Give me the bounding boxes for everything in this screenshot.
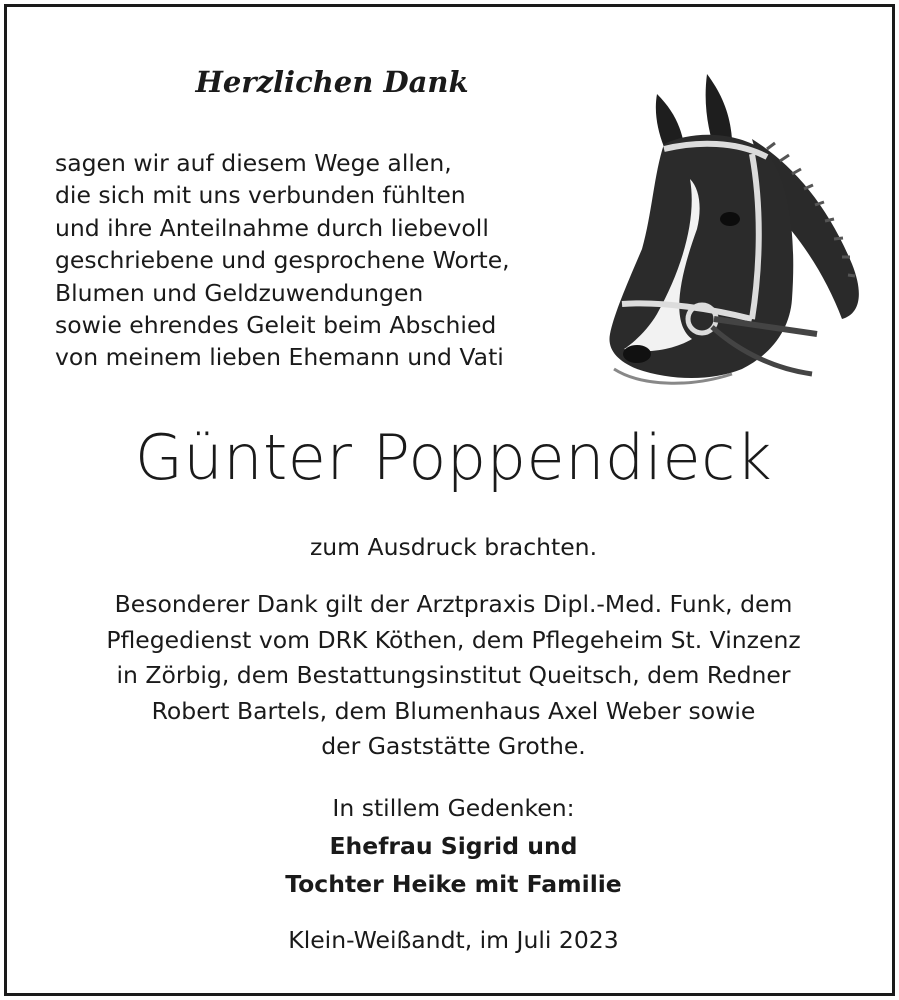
thanks-line: Robert Bartels, dem Blumenhaus Axel Weber sowie	[151, 696, 756, 725]
intro-line: von meinem lieben Ehemann und Vati	[55, 343, 504, 372]
thanks-line: in Zörbig, dem Bestattungsinstitut Queitsch, dem Redner	[116, 661, 791, 689]
intro-line: und ihre Anteilnahme durch liebevoll	[55, 213, 489, 242]
deceased-name: Günter Poppendieck	[134, 421, 773, 494]
heading: Herzlichen Dank	[195, 65, 469, 99]
intro-line: Blumen und Geldzuwendungen	[55, 278, 424, 307]
intro-line: sowie ehrendes Geleit beim Abschied	[55, 311, 497, 340]
obituary-frame	[4, 4, 895, 996]
intro-text	[55, 147, 615, 374]
memory-intro: In stillem Gedenken:	[332, 794, 575, 822]
intro-line: geschriebene und gesprochene Worte,	[55, 246, 510, 275]
memory-block	[7, 789, 899, 903]
horse-head-icon	[602, 69, 867, 404]
place-date: Klein-Weißandt, im Juli 2023	[288, 926, 619, 954]
expression-line: zum Ausdruck brachten.	[309, 533, 598, 561]
signer-line: Tochter Heike mit Familie	[285, 870, 622, 898]
thanks-line: Besonderer Dank gilt der Arztpraxis Dipl.-Med. Funk, dem	[114, 590, 793, 618]
thanks-line: der Gaststätte Grothe.	[321, 732, 586, 760]
special-thanks	[7, 587, 899, 765]
intro-line: sagen wir auf diesem Wege allen,	[55, 149, 452, 177]
thanks-line: Pflegedienst vom DRK Köthen, dem Pflegeheim St. Vinzenz	[106, 625, 801, 654]
intro-line: die sich mit uns verbunden fühlten	[55, 181, 466, 210]
signer-line: Ehefrau Sigrid und	[329, 832, 578, 860]
